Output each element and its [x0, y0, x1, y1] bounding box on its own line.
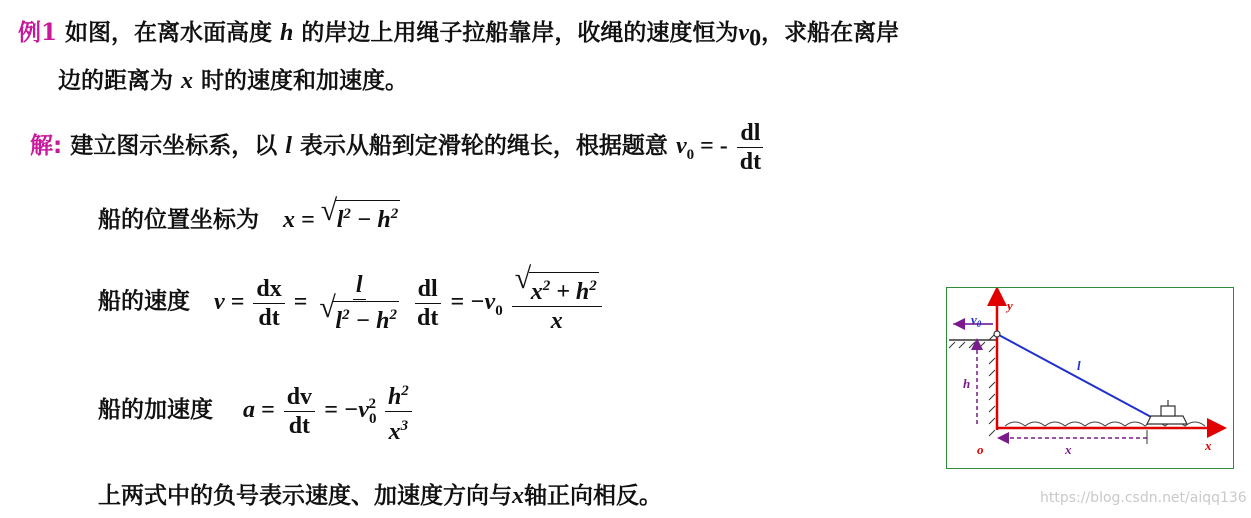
- acceleration-equation: a = $\frac{dv}{dt}$ = $-v_0^2$ $\frac{h^2}{x^3}$: [243, 397, 415, 423]
- velocity-lhs: v =: [214, 288, 245, 315]
- conclusion-text-2: 轴正向相反。: [524, 483, 662, 509]
- problem-v-sub: 0: [749, 25, 762, 52]
- position-lhs: x =: [283, 207, 315, 233]
- problem-line2-text-2: 时的速度和加速度。: [201, 68, 409, 94]
- solution-text-1: 建立图示坐标系，以: [70, 133, 278, 160]
- problem-tag: 例1: [18, 19, 58, 46]
- problem-x: x: [181, 68, 194, 94]
- problem-line-2: [58, 62, 408, 95]
- acceleration-frac-2: $\frac{h^2}{x^3}$: [385, 378, 412, 445]
- eq-equals: = -: [700, 133, 728, 160]
- velocity-frac-3: $\frac{dl}{dt}$: [414, 276, 441, 331]
- acceleration-lhs: a =: [243, 397, 275, 424]
- conclusion-x: x: [512, 483, 524, 509]
- boat: [1147, 400, 1187, 424]
- sqrt-sign: √: [320, 194, 338, 227]
- solution-equation: [675, 120, 767, 175]
- position-label: 船的位置坐标为: [98, 207, 259, 233]
- shore-hatch: [949, 334, 995, 436]
- problem-line2-text-1: 边的距离为: [58, 68, 173, 94]
- solution-l: l: [285, 133, 292, 160]
- eq-denominator: dt: [739, 149, 762, 175]
- problem-v: v: [738, 20, 750, 46]
- velocity-label: 船的速度: [98, 288, 190, 315]
- diagram-svg: [947, 288, 1233, 468]
- h-label: h: [963, 376, 971, 391]
- solution-line: [30, 120, 767, 175]
- problem-line-1: [18, 14, 899, 53]
- solution-tag: 解:: [30, 133, 63, 160]
- origin-label: o: [977, 442, 984, 457]
- velocity-eq2: =: [293, 288, 308, 315]
- acceleration-label: 船的加速度: [98, 397, 213, 424]
- position-sqrt: [320, 194, 401, 234]
- eq-v-sub: 0: [686, 146, 695, 163]
- acceleration-eq2: = −v: [324, 397, 369, 424]
- conclusion-text-1: 上两式中的负号表示速度、加速度方向与: [98, 483, 512, 509]
- velocity-frac-2: l √ $l^2 - h^2$: [319, 272, 397, 334]
- x-axis-label: x: [1205, 438, 1212, 453]
- acceleration-line: [98, 378, 415, 445]
- position-equation: [283, 194, 400, 233]
- acceleration-frac-1: $\frac{dv}{dt}$: [284, 384, 315, 439]
- position-radicand: $l^2 - h^2$: [335, 200, 401, 233]
- v0-label: $v_0$: [971, 312, 982, 329]
- rope: [997, 334, 1153, 418]
- problem-text-1: 如图，在离水面高度: [65, 20, 273, 46]
- eq-fraction: [737, 120, 764, 175]
- problem-text-2: 的岸边上用绳子拉船靠岸，收绳的速度恒为: [301, 20, 739, 46]
- problem-h: h: [280, 20, 294, 46]
- conclusion-line: [98, 477, 662, 510]
- pulley: [994, 331, 1000, 337]
- velocity-v-sub: 0: [495, 302, 503, 319]
- position-line: [98, 194, 400, 234]
- velocity-frac-4: √ $x^2 + h^2$ x: [512, 272, 602, 334]
- velocity-line: [98, 262, 605, 334]
- velocity-frac-1: $\frac{dx}{dt}$: [253, 276, 284, 331]
- y-axis-label: y: [1007, 298, 1013, 313]
- problem-text-3: ，求船在离岸: [761, 20, 900, 46]
- x-dim-label: x: [1065, 442, 1072, 457]
- watermark: https://blog.csdn.net/aiqq136: [1040, 490, 1247, 506]
- velocity-eq3: = −v: [450, 288, 496, 315]
- eq-v: v: [675, 133, 687, 160]
- eq-numerator: dl: [737, 120, 763, 148]
- velocity-equation: [214, 262, 605, 334]
- l-label: l: [1077, 358, 1081, 373]
- solution-text-2: 表示从船到定滑轮的绳长，根据题意: [299, 133, 668, 160]
- boat-diagram: [946, 287, 1234, 469]
